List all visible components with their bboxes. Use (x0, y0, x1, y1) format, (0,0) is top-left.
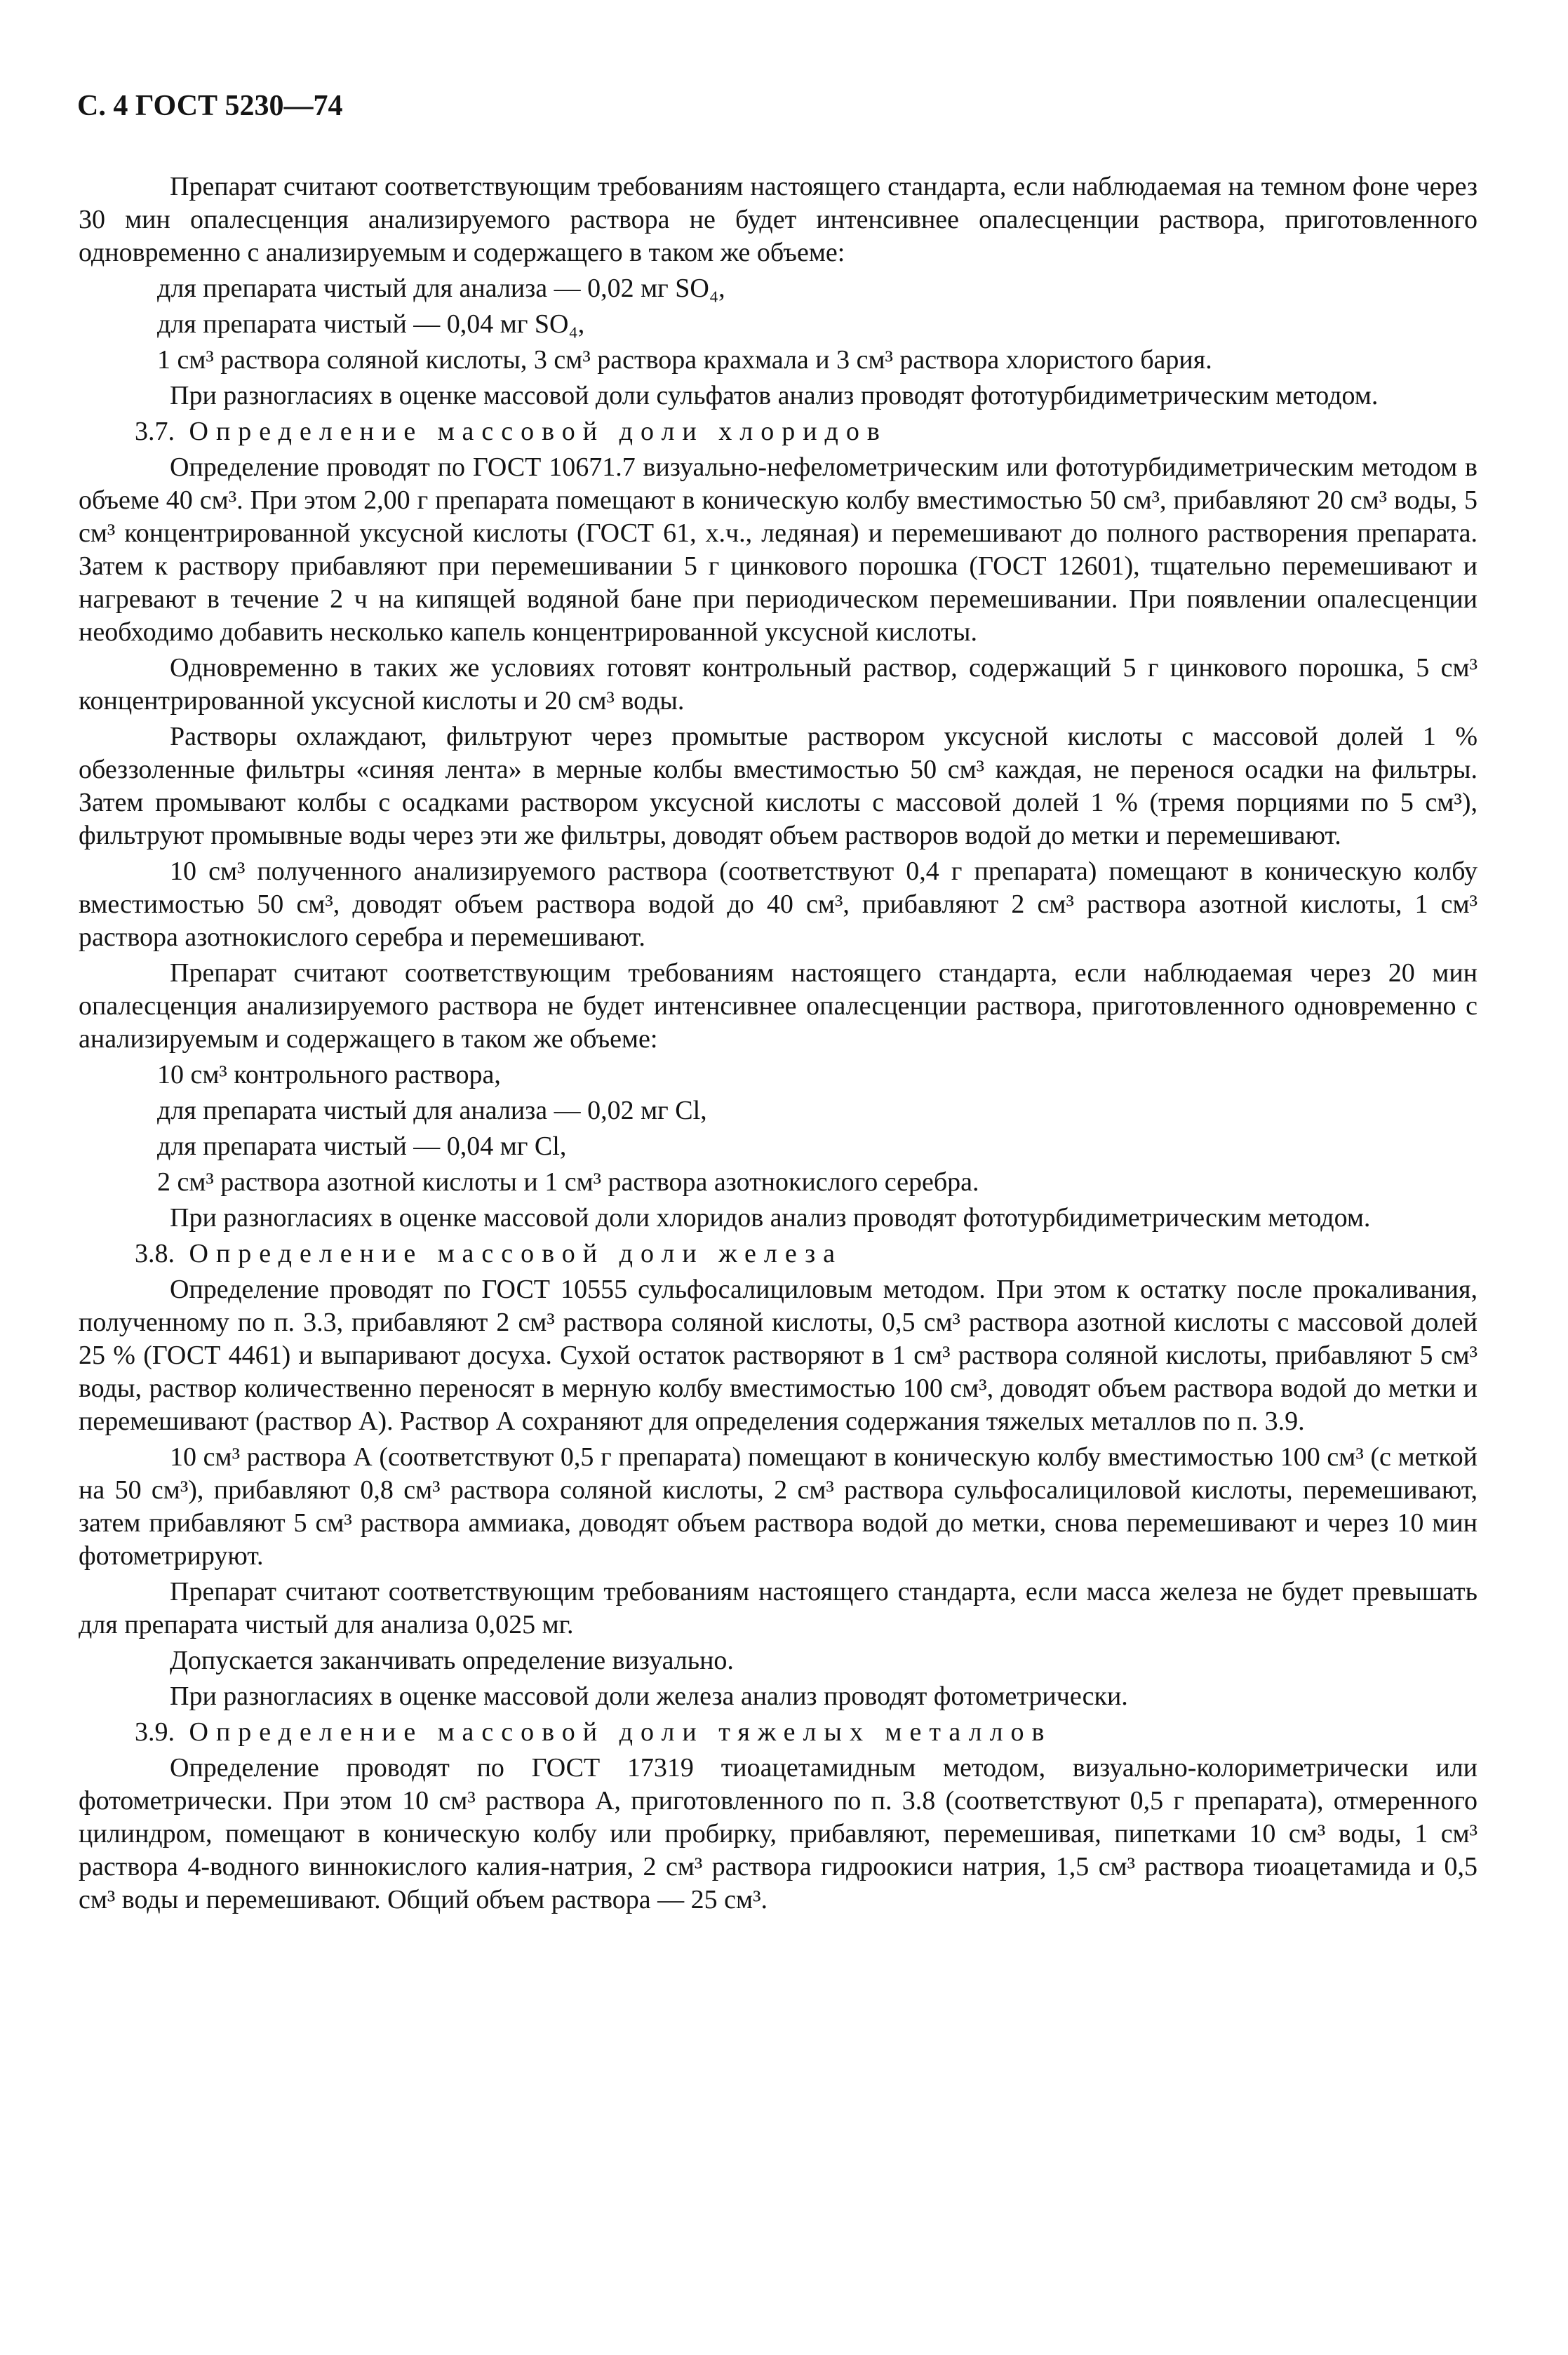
paragraph: Определение проводят по ГОСТ 10555 сульфосалициловым методом. При этом к остатку после прокаливания, полученному по п. 3.3, прибавляют 2 см³ раствора соляной кислоты, 0,5 см³ раствора азотной кислоты с массовой долей 25 % (ГОСТ 4461) и выпаривают досуха. Сухой остаток растворяют в 1 см³ раствора соляной кислоты, прибавляют 5 см³ воды, раствор количественно переносят в мерную колбу вместимостью 100 см³, доводят объем раствора водой до метки и перемешивают (раствор А). Раствор А сохраняют для определения содержания тяжелых металлов по п. 3.9. (79, 1275, 1477, 1436)
paragraph: Определение проводят по ГОСТ 10671.7 визуально-нефелометрическим или фототурбидиметрическим методом в объеме 40 см³. При этом 2,00 г препарата помещают в коническую колбу вместимостью 50 см³, прибавляют 20 см³ воды, 5 см³ концентрированной уксусной кислоты (ГОСТ 61, х.ч., ледяная) и перемешивают до полного растворения препарата. Затем к раствору прибавляют при перемешивании 5 г цинкового порошка (ГОСТ 12601), тщательно перемешивают и нагревают в течение 2 ч на кипящей водяной бане при периодическом перемешивании. При появлении опалесценции необходимо добавить несколько капель концентрированной уксусной кислоты. (79, 452, 1477, 647)
section-title: Определение массовой доли хлоридов (189, 417, 887, 446)
list-line: для препарата чистый для анализа — 0,02 мг Cl, (157, 1096, 707, 1125)
section-heading (79, 1716, 1477, 1749)
section-title: Определение массовой доли тяжелых металлов (189, 1717, 1052, 1747)
list-line: 2 см³ раствора азотной кислоты и 1 см³ раствора азотнокислого серебра. (157, 1167, 979, 1197)
list-line: для препарата чистый — 0,04 мг SO₄, (157, 309, 585, 339)
paragraph: Препарат считают соответствующим требованиям настоящего стандарта, если наблюдаемая через 20 мин опалесценция анализируемого раствора не будет интенсивнее опалесценции раствора, приготовленного одновременно с анализируемым и содержащего в таком же объеме: (79, 958, 1477, 1054)
paragraph: Определение проводят по ГОСТ 17319 тиоацетамидным методом, визуально-колориметрически или фотометрически. При этом 10 см³ раствора А, приготовленного по п. 3.8 (соответствуют 0,5 г препарата), отмеренного цилиндром, помещают в коническую колбу или пробирку, прибавляют, перемешивая, пипетками 10 см³ воды, 1 см³ раствора 4-водного виннокислого калия-натрия, 2 см³ раствора гидроокиси натрия, 1,5 см³ раствора тиоацетамида и 0,5 см³ воды и перемешивают. Общий объем раствора — 25 см³. (79, 1753, 1477, 1914)
paragraph: При разногласиях в оценке массовой доли хлоридов анализ проводят фототурбидиметрическим методом. (170, 1203, 1371, 1233)
paragraph: Препарат считают соответствующим требованиям настоящего стандарта, если наблюдаемая на темном фоне через 30 мин опалесценция анализируемого раствора не будет интенсивнее опалесценции раствора, приготовленного одновременно с анализируемым и содержащего в таком же объеме: (79, 172, 1477, 267)
paragraph: При разногласиях в оценке массовой доли железа анализ проводят фотометрически. (170, 1682, 1128, 1711)
section-number: 3.9. (135, 1717, 175, 1747)
section-title: Определение массовой доли железа (189, 1239, 843, 1268)
paragraph: Допускается заканчивать определение визуально. (170, 1646, 734, 1675)
list-line: 10 см³ контрольного раствора, (157, 1060, 501, 1089)
paragraph: При разногласиях в оценке массовой доли сульфатов анализ проводят фототурбидиметрическим методом. (170, 381, 1379, 410)
paragraph: 10 см³ раствора А (соответствуют 0,5 г препарата) помещают в коническую колбу вместимостью 100 см³ (с меткой на 50 см³), прибавляют 0,8 см³ раствора соляной кислоты, 2 см³ раствора сульфосалициловой кислоты, перемешивают, затем прибавляют 5 см³ раствора аммиака, доводят объем раствора водой до метки, снова перемешивают и через 10 мин фотометрируют. (79, 1442, 1477, 1571)
paragraph: Одновременно в таких же условиях готовят контрольный раствор, содержащий 5 г цинкового порошка, 5 см³ концентрированной уксусной кислоты и 20 см³ воды. (79, 653, 1477, 716)
page-header: С. 4 ГОСТ 5230—74 (77, 90, 343, 122)
section-number: 3.7. (135, 417, 175, 446)
paragraph: 10 см³ полученного анализируемого раствора (соответствуют 0,4 г препарата) помещают в коническую колбу вместимостью 50 см³, доводят объем раствора водой до 40 см³, прибавляют 2 см³ раствора азотной кислоты, 1 см³ раствора азотнокислого серебра и перемешивают. (79, 857, 1477, 952)
paragraph: Препарат считают соответствующим требованиям настоящего стандарта, если масса железа не будет превышать для препарата чистый для анализа 0,025 мг. (79, 1577, 1477, 1639)
list-line: 1 см³ раствора соляной кислоты, 3 см³ раствора крахмала и 3 см³ раствора хлористого бария. (157, 345, 1212, 375)
list-line: для препарата чистый для анализа — 0,02 мг SO₄, (157, 274, 725, 303)
list-line: для препарата чистый — 0,04 мг Cl, (157, 1132, 567, 1161)
section-heading (79, 415, 1477, 448)
document-body (79, 170, 1477, 1919)
paragraph: Растворы охлаждают, фильтруют через промытые раствором уксусной кислоты с массовой долей 1 % обеззоленные фильтры «синяя лента» в мерные колбы вместимостью 50 см³ каждая, не перенося осадки на фильтры. Затем промывают колбы с осадками раствором уксусной кислоты с массовой долей 1 % (тремя порциями по 5 см³), фильтруют промывные воды через эти же фильтры, доводят объем растворов водой до метки и перемешивают. (79, 722, 1477, 850)
section-heading (79, 1237, 1477, 1270)
section-number: 3.8. (135, 1239, 175, 1268)
